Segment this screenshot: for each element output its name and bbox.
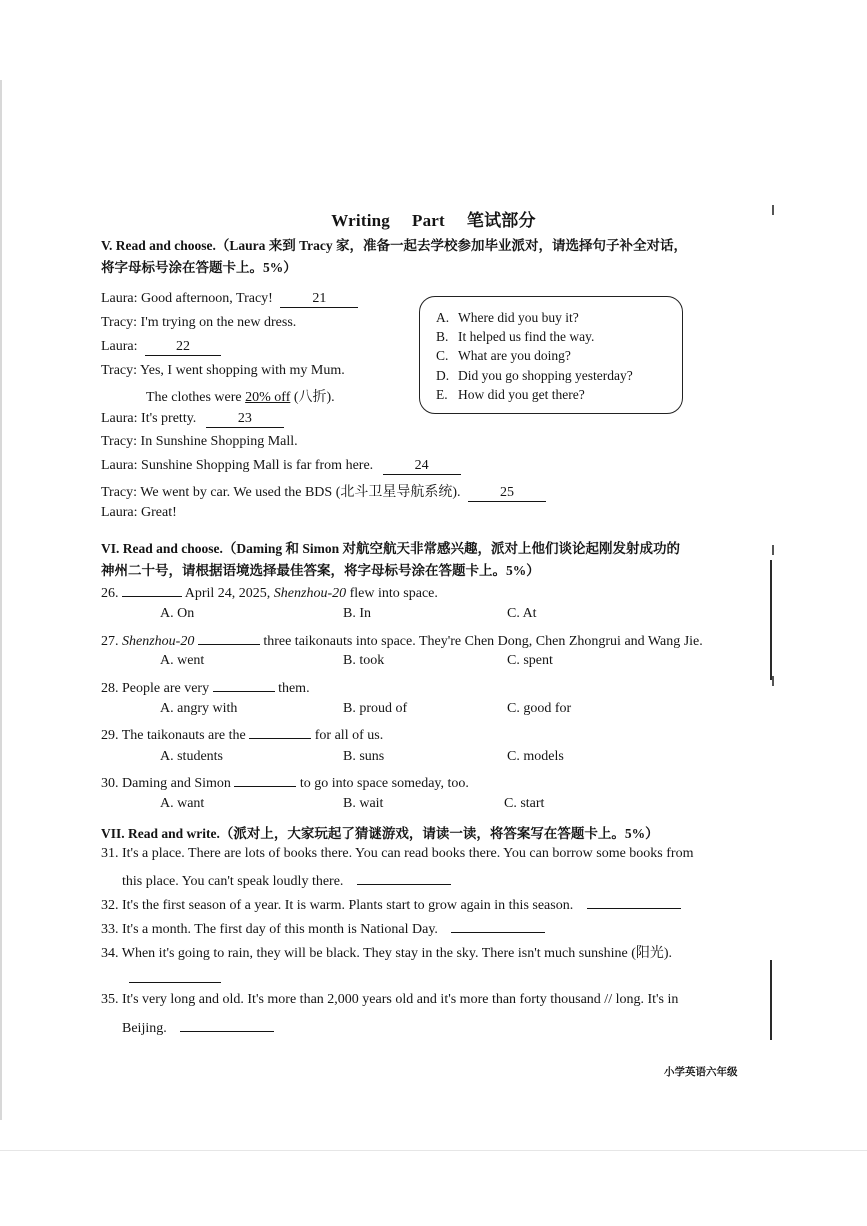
choice-c[interactable]: C. good for — [507, 701, 572, 716]
answer-blank[interactable]: 23 — [206, 411, 284, 428]
question-text: Beijing. — [122, 1021, 167, 1036]
line-text: Great! — [141, 505, 177, 520]
answer-blank[interactable] — [249, 724, 311, 739]
question-number: 30. — [101, 776, 119, 791]
question-text: It's a place. There are lots of books there. You can read books there. You can borrow some books from — [122, 846, 694, 861]
answer-line[interactable] — [180, 1017, 274, 1032]
dialogue-line — [101, 458, 461, 475]
answer-blank[interactable] — [213, 677, 275, 692]
choice-a[interactable]: A. went — [160, 653, 205, 668]
dialogue-line — [101, 505, 177, 521]
question-text: three taikonauts into space. They're Chen Dong, Chen Zhongrui and Wang Jie. — [263, 634, 703, 649]
section-5-heading-cont: 将字母标号涂在答题卡上。5%） — [101, 260, 297, 275]
page-title — [0, 206, 867, 231]
option-text: It helped us find the way. — [458, 329, 595, 344]
scan-edge-bottom — [0, 1150, 867, 1151]
option-text: How did you get there? — [458, 387, 585, 402]
line-text-after: (八折). — [293, 390, 335, 405]
question-text: It's very long and old. It's more than 2,000 years old and it's more than forty thousand // long. It's in — [122, 992, 679, 1007]
dialogue-line — [101, 315, 296, 331]
question-text: them. — [278, 681, 310, 696]
page-footer: 小学英语六年级 — [664, 1067, 738, 1078]
question-number: 27. — [101, 634, 119, 649]
scan-edge-right-lower — [770, 960, 772, 1040]
option-letter: A. — [436, 310, 450, 325]
line-text: Yes, I went shopping with my Mum. — [140, 363, 345, 378]
option-letter: E. — [436, 387, 448, 402]
choice-a[interactable]: A. angry with — [160, 701, 238, 716]
question-text: April 24, 2025, — [184, 586, 271, 601]
option-d — [436, 368, 633, 384]
choice-c[interactable]: C. At — [507, 606, 537, 621]
section-7-heading: VII. Read and write.（派对上，大家玩起了猜谜游戏，请读一读，将答案写在答题卡上。5%） — [101, 826, 659, 841]
line-text: In Sunshine Shopping Mall. — [140, 434, 298, 449]
dialogue-line — [101, 434, 298, 450]
answer-line[interactable] — [129, 968, 221, 983]
speaker: Laura: — [101, 411, 138, 426]
question-number: 32. — [101, 898, 119, 913]
option-text: What are you doing? — [458, 348, 571, 363]
question-text: for all of us. — [314, 728, 384, 743]
question-28 — [101, 677, 310, 697]
speaker: Laura: — [101, 458, 138, 473]
answer-blank[interactable]: 25 — [468, 485, 546, 502]
choice-b[interactable]: B. wait — [343, 796, 384, 811]
question-number: 28. — [101, 681, 119, 696]
question-number: 31. — [101, 846, 119, 861]
choice-b[interactable]: B. proud of — [343, 701, 408, 716]
line-text: It's pretty. — [141, 411, 197, 426]
scan-edge-left — [0, 80, 2, 1120]
question-31 — [101, 846, 693, 862]
answer-blank[interactable] — [234, 772, 296, 787]
question-italic: Shenzhou-20 — [122, 634, 195, 649]
option-text: Did you go shopping yesterday? — [458, 368, 633, 383]
question-34 — [101, 942, 672, 962]
question-33 — [101, 918, 545, 938]
question-text: It's a month. The first day of this month is National Day. — [122, 922, 438, 937]
choice-b[interactable]: B. In — [343, 606, 371, 621]
question-text: this place. You can't speak loudly there. — [122, 874, 344, 889]
question-text: It's the first season of a year. It is warm. Plants start to grow again in this season. — [122, 898, 574, 913]
choice-c[interactable]: C. start — [504, 796, 545, 811]
section-6-heading-cont: 神州二十号，请根据语境选择最佳答案，将字母标号涂在答题卡上。5%） — [101, 563, 540, 578]
option-b — [436, 329, 594, 345]
section-6-heading: VI. Read and choose.（Daming 和 Simon 对航空航天非常感兴趣，派对上他们谈论起刚发射成功的 — [101, 541, 681, 556]
option-letter: C. — [436, 348, 449, 363]
speaker: Tracy: — [101, 434, 138, 449]
question-number: 26. — [101, 586, 119, 601]
question-text: Daming and Simon — [122, 776, 231, 791]
question-number: 35. — [101, 992, 119, 1007]
option-c — [436, 348, 571, 364]
answer-line[interactable] — [587, 894, 681, 909]
line-text: I'm trying on the new dress. — [140, 315, 297, 330]
line-text: We went by car. We used the BDS (北斗卫星导航系统). — [140, 485, 461, 500]
answer-blank[interactable]: 21 — [280, 291, 358, 308]
dialogue-line — [146, 386, 335, 406]
question-number: 33. — [101, 922, 119, 937]
option-e — [436, 387, 585, 403]
question-30 — [101, 772, 469, 792]
option-letter: B. — [436, 329, 449, 344]
choice-c[interactable]: C. models — [507, 749, 564, 764]
discount-text: 20% off — [245, 390, 291, 405]
dialogue-line — [101, 481, 546, 502]
answer-line[interactable] — [357, 870, 451, 885]
option-a — [436, 310, 579, 326]
speaker: Laura: — [101, 339, 138, 354]
question-italic: Shenzhou-20 — [273, 586, 347, 601]
speaker: Tracy: — [101, 363, 138, 378]
line-text: The clothes were — [146, 390, 242, 405]
dialogue-line — [101, 339, 221, 356]
option-letter: D. — [436, 368, 450, 383]
title-writing: Writing — [331, 211, 390, 230]
section-5-heading: V. Read and choose.（Laura 来到 Tracy 家，准备一起去学校参加毕业派对，请选择句子补全对话， — [101, 238, 688, 253]
question-text: to go into space someday, too. — [299, 776, 469, 791]
answer-blank[interactable] — [122, 582, 182, 597]
question-text: When it's going to rain, they will be black. They stay in the sky. There isn't much sunshine (阳光). — [121, 946, 673, 961]
choice-b[interactable]: B. suns — [343, 749, 385, 764]
choice-a[interactable]: A. On — [160, 606, 195, 621]
choice-a[interactable]: A. students — [160, 749, 223, 764]
line-text: Good afternoon, Tracy! — [141, 291, 273, 306]
scan-mark — [772, 676, 774, 686]
answer-blank[interactable] — [198, 630, 260, 645]
speaker: Tracy: — [101, 315, 138, 330]
choice-a[interactable]: A. want — [160, 796, 205, 811]
question-34-answer — [129, 968, 221, 988]
speaker: Tracy: — [101, 485, 138, 500]
question-35-cont — [122, 1017, 274, 1037]
question-text: The taikonauts are the — [121, 728, 246, 743]
answer-line[interactable] — [451, 918, 545, 933]
speaker: Laura: — [101, 291, 138, 306]
option-text: Where did you buy it? — [458, 310, 579, 325]
question-text: People are very — [122, 681, 210, 696]
title-part: Part — [411, 211, 445, 230]
line-text: Sunshine Shopping Mall is far from here. — [141, 458, 374, 473]
question-31-cont — [122, 870, 451, 890]
question-35 — [101, 992, 678, 1008]
question-29 — [101, 724, 383, 744]
question-number: 34. — [101, 946, 119, 961]
dialogue-line — [101, 363, 345, 379]
question-26 — [101, 582, 438, 602]
question-27 — [101, 630, 703, 650]
answer-blank[interactable]: 24 — [383, 458, 461, 475]
title-chinese: 笔试部分 — [466, 211, 536, 230]
scan-edge-right — [770, 560, 772, 680]
question-32 — [101, 894, 681, 914]
scan-mark — [772, 545, 774, 555]
question-number: 29. — [101, 728, 119, 743]
speaker: Laura: — [101, 505, 138, 520]
dialogue-line — [101, 291, 358, 308]
question-text: flew into space. — [349, 586, 438, 601]
answer-blank[interactable]: 22 — [145, 339, 221, 356]
dialogue-line — [101, 411, 284, 428]
choice-c[interactable]: C. spent — [507, 653, 553, 668]
choice-b[interactable]: B. took — [343, 653, 385, 668]
